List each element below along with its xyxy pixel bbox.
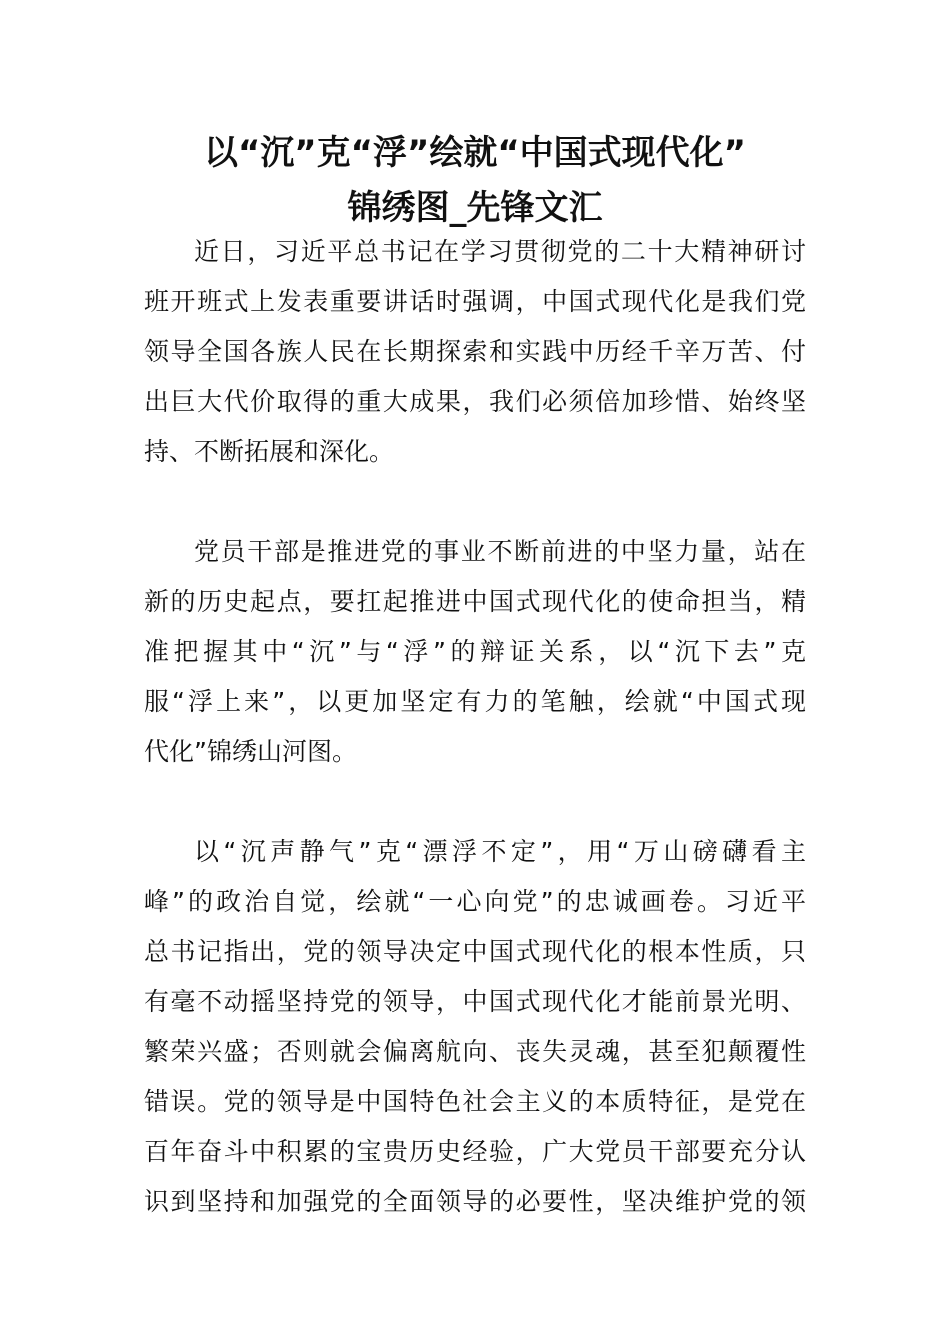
document-body [144, 227, 806, 1277]
title-line-1: 以“沉”克“浮”绘就“中国式现代化” [203, 133, 747, 173]
paragraph-line: 有毫不动摇坚持党的领导，中国式现代化才能前景光明、 [144, 987, 806, 1016]
paragraph-line: 繁荣兴盛；否则就会偏离航向、丧失灵魂，甚至犯颠覆性 [144, 1037, 806, 1066]
paragraph-2 [144, 527, 806, 777]
paragraph-line: 党员干部是推进党的事业不断前进的中坚力量，站在 [194, 537, 806, 566]
paragraph-line: 峰”的政治自觉，绘就“一心向党”的忠诚画卷。习近平 [144, 887, 806, 916]
document-title [120, 126, 830, 236]
paragraph-line: 出巨大代价取得的重大成果，我们必须倍加珍惜、始终坚 [144, 387, 806, 416]
paragraph-3 [144, 827, 806, 1227]
paragraph-line: 准把握其中“沉”与“浮”的辩证关系，以“沉下去”克 [144, 637, 806, 666]
paragraph-line: 领导全国各族人民在长期探索和实践中历经千辛万苦、付 [144, 337, 806, 366]
paragraph-line: 班开班式上发表重要讲话时强调，中国式现代化是我们党 [144, 287, 806, 316]
paragraph-line: 百年奋斗中积累的宝贵历史经验，广大党员干部要充分认 [144, 1137, 806, 1166]
paragraph-line: 代化”锦绣山河图。 [144, 737, 357, 766]
paragraph-line: 以“沉声静气”克“漂浮不定”，用“万山磅礴看主 [194, 837, 806, 866]
paragraph-line: 总书记指出，党的领导决定中国式现代化的根本性质，只 [144, 937, 806, 966]
paragraph-line: 新的历史起点，要扛起推进中国式现代化的使命担当，精 [144, 587, 806, 616]
paragraph-line: 错误。党的领导是中国特色社会主义的本质特征，是党在 [144, 1087, 806, 1116]
title-line-2: 锦绣图_先锋文汇 [347, 188, 603, 228]
paragraph-line: 持、不断拓展和深化。 [144, 437, 395, 466]
paragraph-1 [144, 227, 806, 477]
paragraph-line: 服“浮上来”，以更加坚定有力的笔触，绘就“中国式现 [144, 687, 806, 716]
paragraph-line: 识到坚持和加强党的全面领导的必要性，坚决维护党的领 [144, 1187, 806, 1216]
paragraph-line: 近日，习近平总书记在学习贯彻党的二十大精神研讨 [194, 237, 806, 266]
